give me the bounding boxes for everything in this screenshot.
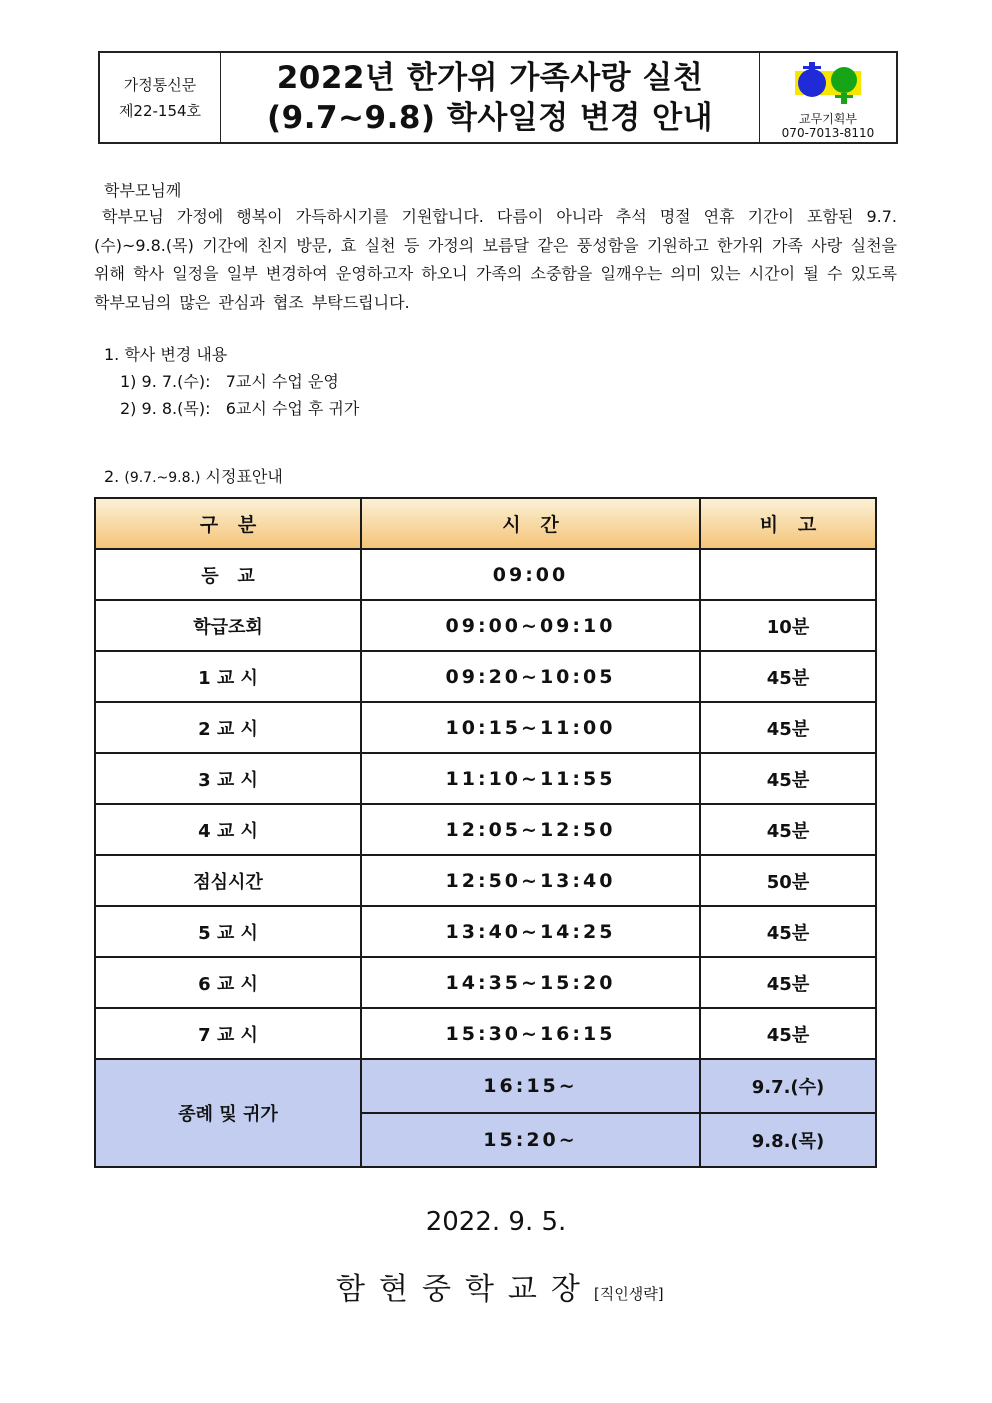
row-time: 09:00~09:10 [361, 600, 700, 651]
signer [336, 1264, 664, 1308]
table-row [95, 906, 876, 957]
table-row [95, 651, 876, 702]
row-time: 15:30~16:15 [361, 1008, 700, 1059]
department-phone: 070-7013-8110 [781, 126, 875, 140]
row-note: 45분 [700, 804, 876, 855]
newsletter-info [100, 53, 221, 142]
table-row [95, 702, 876, 753]
row-name: 2 교 시 [95, 702, 361, 753]
department-name: 교무기획부 [799, 112, 857, 126]
table-row [95, 855, 876, 906]
dismissal-note-1: 9.7.(수) [700, 1059, 876, 1113]
dismissal-label: 종례 및 귀가 [95, 1059, 361, 1167]
seal-omitted-note: [직인생략] [593, 1285, 664, 1303]
intro-paragraph: 학부모님 가정에 행복이 가득하시기를 기원합니다. 다름이 아니라 추석 명절 연휴 기간이 포함된 9.7.(수)~9.8.(목) 기간에 친지 방문, 효 실천 등 가정의 보름달 같은 풍성함을 기원하고 한가위 가족 사랑 실천을 위해 학사 일정을 일부 변경하여 운영하고자 하오니 가족의 소중함을 일깨우는 의미 있는 시간이 될 수 있도록 학부모님의 많은 관심과 협조 부탁드립니다. [94, 207, 897, 312]
schedule-table [94, 497, 877, 1168]
table-row [95, 600, 876, 651]
newsletter-number: 제22-154호 [118, 101, 202, 120]
row-name: 3 교 시 [95, 753, 361, 804]
change-item-1: 1) 9. 7.(수): 7교시 수업 운영 [120, 372, 339, 391]
title-line-2: (9.7~9.8) 학사일정 변경 안내 [266, 99, 714, 136]
dismissal-time-1: 16:15~ [361, 1059, 700, 1113]
row-note: 45분 [700, 957, 876, 1008]
row-note: 10분 [700, 600, 876, 651]
table-row [95, 957, 876, 1008]
row-name: 학급조회 [95, 600, 361, 651]
header-note: 비 고 [700, 498, 876, 549]
title-line-1: 2022년 한가위 가족사랑 실천 [276, 59, 704, 96]
row-name: 등 교 [95, 549, 361, 600]
section-1-heading: 1. 학사 변경 내용 [104, 345, 228, 364]
document-title [221, 53, 759, 142]
row-time: 12:05~12:50 [361, 804, 700, 855]
salutation: 학부모님께 [104, 181, 182, 200]
table-row [95, 753, 876, 804]
row-time: 09:20~10:05 [361, 651, 700, 702]
row-time: 10:15~11:00 [361, 702, 700, 753]
row-note: 45분 [700, 651, 876, 702]
row-time: 13:40~14:25 [361, 906, 700, 957]
newsletter-label: 가정통신문 [123, 75, 197, 94]
table-row [95, 1008, 876, 1059]
school-logo-icon [795, 62, 861, 104]
row-note [700, 549, 876, 600]
department-info [759, 53, 896, 142]
row-note: 45분 [700, 702, 876, 753]
table-row [95, 804, 876, 855]
dismissal-row-1 [95, 1059, 876, 1113]
row-time: 14:35~15:20 [361, 957, 700, 1008]
row-note: 50분 [700, 855, 876, 906]
row-time: 09:00 [361, 549, 700, 600]
document-header [98, 51, 898, 144]
dismissal-note-2: 9.8.(목) [700, 1113, 876, 1167]
change-item-2: 2) 9. 8.(목): 6교시 수업 후 귀가 [120, 399, 360, 418]
section-2-heading [104, 464, 283, 487]
row-name: 6 교 시 [95, 957, 361, 1008]
row-name: 점심시간 [95, 855, 361, 906]
section-2-range: (9.7.~9.8.) [124, 470, 201, 486]
table-header-row [95, 498, 876, 549]
row-time: 11:10~11:55 [361, 753, 700, 804]
document-date: 2022. 9. 5. [425, 1207, 567, 1237]
row-name: 7 교 시 [95, 1008, 361, 1059]
row-note: 45분 [700, 906, 876, 957]
section-2-title: 시정표안내 [205, 467, 283, 486]
dismissal-time-2: 15:20~ [361, 1113, 700, 1167]
row-time: 12:50~13:40 [361, 855, 700, 906]
header-category: 구 분 [95, 498, 361, 549]
section-1 [104, 341, 359, 422]
row-note: 45분 [700, 753, 876, 804]
row-name: 1 교 시 [95, 651, 361, 702]
row-name: 4 교 시 [95, 804, 361, 855]
row-name: 5 교 시 [95, 906, 361, 957]
section-2-number: 2. [104, 467, 120, 486]
header-time: 시 간 [361, 498, 700, 549]
signer-name: 함현중학교장 [336, 1272, 594, 1307]
row-note: 45분 [700, 1008, 876, 1059]
table-row [95, 549, 876, 600]
